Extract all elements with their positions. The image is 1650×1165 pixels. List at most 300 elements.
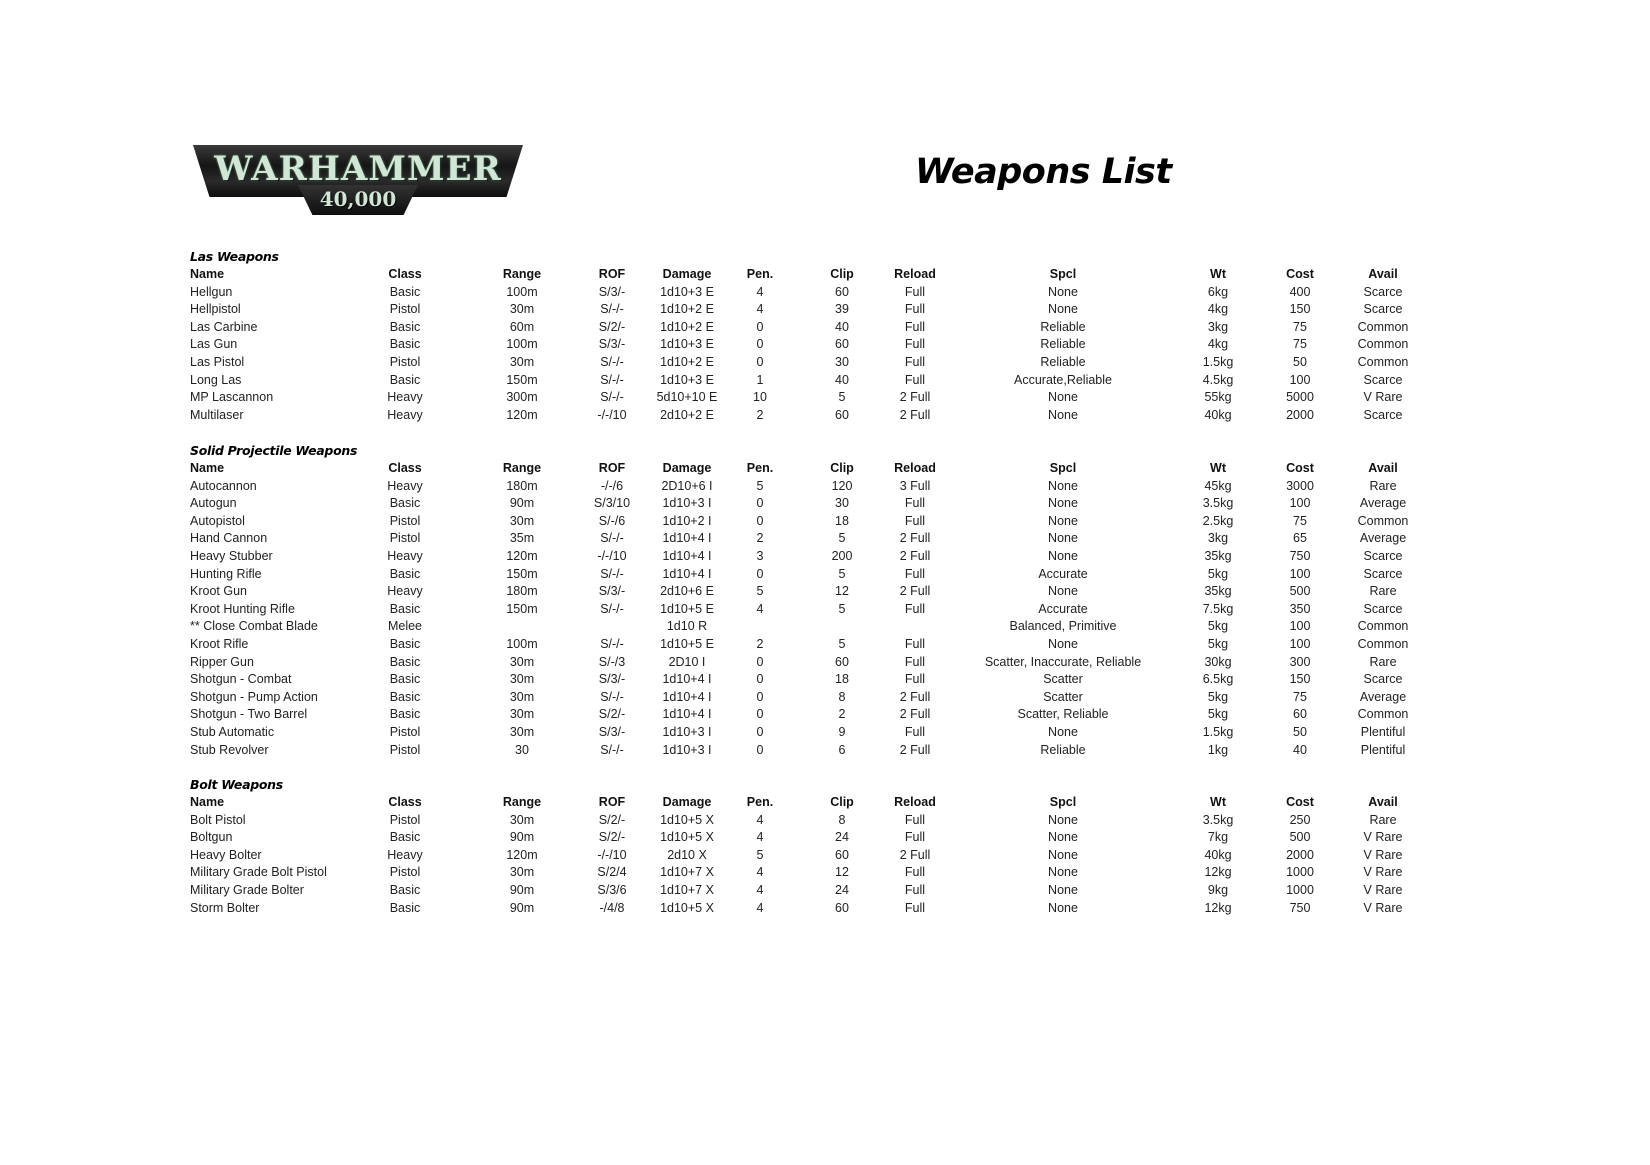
table-cell: 3kg [1207, 319, 1229, 334]
table-cell: 1d10+3 I [662, 742, 712, 757]
table-cell: Hand Cannon [190, 531, 268, 546]
section-solid-projectile-weapons [190, 442, 1450, 759]
table-cell: 5 [838, 636, 846, 651]
table-row [190, 319, 1450, 337]
table-row [190, 478, 1450, 496]
table-cell: 24 [835, 830, 849, 845]
table-cell: 1d10+3 E [660, 372, 714, 387]
table-cell: 60 [835, 337, 849, 352]
table-cell: Full [904, 566, 926, 581]
table-cell: 4 [756, 882, 764, 897]
table-cell: Pistol [389, 812, 421, 827]
table-cell: 0 [756, 319, 764, 334]
table-cell: 5kg [1207, 636, 1229, 651]
table-cell: S/2/- [598, 319, 626, 334]
column-header: Spcl [1049, 461, 1077, 475]
table-cell: 35kg [1204, 584, 1232, 599]
table-cell: 2D10 I [668, 654, 706, 669]
page-title: Weapons List [915, 152, 1172, 192]
table-cell: Storm Bolter [190, 900, 260, 915]
column-header: ROF [598, 267, 626, 281]
table-cell: Full [904, 830, 926, 845]
table-cell: Reliable [1040, 354, 1086, 369]
table-cell: 90m [509, 900, 535, 915]
table-cell: 1000 [1286, 882, 1314, 897]
table-cell: 8 [838, 812, 846, 827]
table-cell: -/-/6 [600, 478, 624, 493]
table-row [190, 636, 1450, 654]
table-cell: S/3/- [598, 584, 626, 599]
table-cell: None [1048, 900, 1078, 915]
table-cell: 1d10+4 I [662, 548, 712, 563]
section-bolt-weapons [190, 776, 1450, 917]
table-cell: Ripper Gun [190, 654, 254, 669]
table-cell: 1kg [1207, 742, 1229, 757]
table-row [190, 900, 1450, 918]
table-cell: S/2/- [598, 707, 626, 722]
table-cell: Basic [389, 672, 421, 687]
table-cell: Full [904, 900, 926, 915]
table-cell: 0 [756, 566, 764, 581]
table-row [190, 618, 1450, 636]
table-cell: 18 [835, 513, 849, 528]
table-cell: 180m [506, 584, 538, 599]
table-cell: Heavy Bolter [190, 847, 262, 862]
table-cell: 1d10+4 I [662, 566, 712, 581]
table-cell: Accurate [1038, 601, 1088, 616]
table-cell: Hellgun [190, 284, 233, 299]
table-cell: 75 [1293, 319, 1307, 334]
table-cell: S/2/4 [597, 865, 627, 880]
table-cell: 2 [756, 531, 764, 546]
column-header: Class [388, 795, 422, 809]
column-header: Range [502, 461, 542, 475]
table-row [190, 742, 1450, 760]
table-cell: Full [904, 496, 926, 511]
table-cell: 30m [509, 865, 535, 880]
table-cell: Kroot Rifle [190, 636, 249, 651]
table-cell: None [1048, 830, 1078, 845]
table-cell: 750 [1289, 548, 1311, 563]
table-cell: 60 [835, 654, 849, 669]
section-title: Solid Projectile Weapons [190, 443, 358, 458]
table-cell: None [1048, 882, 1078, 897]
table-cell: Military Grade Bolter [190, 882, 304, 897]
table-cell: 2000 [1286, 847, 1314, 862]
table-cell: Accurate [1038, 566, 1088, 581]
table-cell: 5 [838, 531, 846, 546]
table-cell: 1d10+4 I [662, 707, 712, 722]
table-cell: 18 [835, 672, 849, 687]
table-cell: 100m [506, 636, 538, 651]
table-row [190, 284, 1450, 302]
table-cell: Reliable [1040, 319, 1086, 334]
table-cell: 4 [756, 830, 764, 845]
table-cell: 1d10+3 I [662, 724, 712, 739]
table-cell: 60 [835, 847, 849, 862]
table-cell: S/-/6 [598, 513, 626, 528]
table-cell: Basic [389, 284, 421, 299]
table-cell: Full [904, 337, 926, 352]
table-cell: 50 [1293, 354, 1307, 369]
table-cell: 1d10+7 X [660, 882, 714, 897]
table-cell: 12kg [1204, 900, 1232, 915]
table-cell: 90m [509, 830, 535, 845]
table-cell: 12kg [1204, 865, 1232, 880]
table-cell: 30m [509, 513, 535, 528]
table-cell: V Rare [1363, 882, 1403, 897]
table-cell [487, 618, 557, 636]
table-cell: Pistol [389, 531, 421, 546]
table-cell: 400 [1289, 284, 1311, 299]
table-header-row [190, 460, 1450, 478]
table-cell: 5 [756, 584, 764, 599]
table-cell: Hunting Rifle [190, 566, 262, 581]
table-cell: 5000 [1286, 390, 1314, 405]
table-cell: None [1048, 407, 1078, 422]
column-header: Cost [1286, 795, 1314, 809]
table-cell: 2 [838, 707, 846, 722]
table-cell: 30 [835, 496, 849, 511]
table-row [190, 336, 1450, 354]
table-row [190, 495, 1450, 513]
table-cell: Heavy [387, 584, 423, 599]
table-cell: 30 [835, 354, 849, 369]
table-cell: 2 Full [899, 390, 931, 405]
table-cell: S/-/- [600, 531, 624, 546]
column-header: Clip [830, 461, 854, 475]
table-cell: 1d10+5 E [660, 601, 714, 616]
table-cell: 5kg [1207, 566, 1229, 581]
table-cell: 35kg [1204, 548, 1232, 563]
table-row [190, 882, 1450, 900]
table-cell: 2 Full [899, 847, 931, 862]
table-cell: 0 [756, 354, 764, 369]
table-cell: Full [904, 513, 926, 528]
table-cell: Boltgun [190, 830, 233, 845]
table-row [190, 864, 1450, 882]
table-cell: MP Lascannon [190, 390, 274, 405]
table-cell: S/3/- [598, 724, 626, 739]
table-cell: 1d10+3 E [660, 284, 714, 299]
table-cell: 30 [515, 742, 529, 757]
column-header: Name [190, 267, 225, 281]
table-cell: 30m [509, 302, 535, 317]
table-cell: Stub Automatic [190, 724, 275, 739]
table-row [190, 829, 1450, 847]
column-header: Reload [894, 461, 936, 475]
table-cell: 4 [756, 865, 764, 880]
table-cell: 39 [835, 302, 849, 317]
table-cell: Autogun [190, 496, 237, 511]
column-header: Class [388, 267, 422, 281]
table-row [190, 601, 1450, 619]
table-cell: 1d10+2 I [662, 513, 712, 528]
column-header: Avail [1368, 267, 1398, 281]
table-cell: Hellpistol [190, 302, 241, 317]
table-cell: 3000 [1286, 478, 1314, 493]
table-cell: S/-/- [600, 566, 624, 581]
table-cell: 8 [838, 689, 846, 704]
table-cell: 100 [1289, 372, 1311, 387]
table-cell: 1d10+4 I [662, 689, 712, 704]
table-cell: 1d10+4 I [662, 531, 712, 546]
table-cell: 0 [756, 724, 764, 739]
table-cell: Rare [1369, 812, 1397, 827]
table-cell: Reliable [1040, 742, 1086, 757]
column-header: Name [190, 461, 225, 475]
table-cell: 150m [506, 566, 538, 581]
table-cell: 4 [756, 284, 764, 299]
table-cell: 200 [831, 548, 853, 563]
table-cell: Basic [389, 882, 421, 897]
table-cell: 300m [506, 390, 538, 405]
table-cell: Scarce [1363, 372, 1403, 387]
table-cell: -/-/10 [597, 407, 627, 422]
table-cell: S/-/3 [598, 654, 626, 669]
table-cell: Full [904, 654, 926, 669]
column-header: Damage [662, 795, 712, 809]
table-cell: S/3/- [598, 284, 626, 299]
table-cell: S/3/- [598, 337, 626, 352]
table-header-row [190, 794, 1450, 812]
table-row [190, 530, 1450, 548]
table-row [190, 671, 1450, 689]
table-cell: Military Grade Bolt Pistol [190, 865, 327, 880]
table-cell: 3 Full [899, 478, 931, 493]
table-cell: Balanced, Primitive [1009, 619, 1117, 634]
table-cell: Average [1359, 531, 1407, 546]
table-cell: Multilaser [190, 407, 244, 422]
table-cell: Basic [389, 337, 421, 352]
table-cell: 3.5kg [1202, 496, 1234, 511]
table-cell: Heavy [387, 847, 423, 862]
table-row [190, 548, 1450, 566]
table-row [190, 566, 1450, 584]
table-cell: 0 [756, 742, 764, 757]
table-cell: 1 [756, 372, 764, 387]
table-cell: 500 [1289, 830, 1311, 845]
table-cell: Full [904, 865, 926, 880]
table-cell: Basic [389, 689, 421, 704]
table-cell: 5 [838, 390, 846, 405]
table-row [190, 389, 1450, 407]
table-cell: 2d10+2 E [660, 407, 714, 422]
table-cell: Rare [1369, 584, 1397, 599]
table-cell: Average [1359, 689, 1407, 704]
table-cell: 3.5kg [1202, 812, 1234, 827]
table-cell: 90m [509, 496, 535, 511]
warhammer-40k-logo [193, 137, 523, 219]
table-cell: Scarce [1363, 407, 1403, 422]
table-row [190, 513, 1450, 531]
table-cell: 120m [506, 847, 538, 862]
table-cell: Basic [389, 654, 421, 669]
table-cell: 100 [1289, 496, 1311, 511]
table-cell: Basic [389, 900, 421, 915]
table-cell: Scarce [1363, 548, 1403, 563]
table-cell: 30m [509, 707, 535, 722]
table-cell: None [1048, 584, 1078, 599]
table-cell: 2.5kg [1202, 513, 1234, 528]
table-cell: S/3/10 [593, 496, 631, 511]
table-cell: S/-/- [600, 354, 624, 369]
table-cell: 1d10+5 X [660, 830, 714, 845]
table-cell: S/-/- [600, 742, 624, 757]
table-cell: Full [904, 724, 926, 739]
table-cell: 4 [756, 601, 764, 616]
table-cell: V Rare [1363, 865, 1403, 880]
table-cell: 0 [756, 654, 764, 669]
table-cell: Scatter, Inaccurate, Reliable [984, 654, 1142, 669]
table-cell: V Rare [1363, 390, 1403, 405]
table-cell: 4kg [1207, 337, 1229, 352]
table-cell: 2 Full [899, 531, 931, 546]
table-cell: Basic [389, 566, 421, 581]
table-cell: 60 [835, 407, 849, 422]
column-header: Clip [830, 267, 854, 281]
table-cell: 12 [835, 584, 849, 599]
column-header: Cost [1286, 461, 1314, 475]
table-cell: 7kg [1207, 830, 1229, 845]
table-cell: Basic [389, 636, 421, 651]
table-cell: 3kg [1207, 531, 1229, 546]
column-header: Wt [1210, 795, 1226, 809]
table-row [190, 812, 1450, 830]
table-cell: 60 [1293, 707, 1307, 722]
table-cell: S/2/- [598, 830, 626, 845]
table-cell: 10 [753, 390, 767, 405]
table-cell: Scarce [1363, 601, 1403, 616]
table-cell: Melee [387, 619, 423, 634]
table-cell: 0 [756, 689, 764, 704]
table-cell: 100 [1289, 619, 1311, 634]
table-cell: Full [904, 601, 926, 616]
table-cell: S/-/- [600, 689, 624, 704]
column-header: Range [502, 795, 542, 809]
column-header: Cost [1286, 267, 1314, 281]
table-cell: 5d10+10 E [656, 390, 718, 405]
table-cell: Pistol [389, 302, 421, 317]
table-cell: 250 [1289, 812, 1311, 827]
table-cell: 75 [1293, 689, 1307, 704]
column-header: Avail [1368, 795, 1398, 809]
column-header: Pen. [746, 461, 774, 475]
table-cell: 5kg [1207, 619, 1229, 634]
table-cell: Plentiful [1360, 724, 1406, 739]
table-cell: 2d10+6 E [660, 584, 714, 599]
column-header: Pen. [746, 795, 774, 809]
section-title: Las Weapons [190, 249, 279, 264]
table-cell: 75 [1293, 513, 1307, 528]
table-cell: Shotgun - Combat [190, 672, 292, 687]
table-cell: 1d10 R [666, 619, 708, 634]
table-cell: None [1048, 812, 1078, 827]
table-cell: 30kg [1204, 654, 1232, 669]
table-cell: 180m [506, 478, 538, 493]
logo-sub-text: 40,000 [319, 187, 397, 211]
table-cell: Full [904, 284, 926, 299]
table-cell: Bolt Pistol [190, 812, 246, 827]
table-cell [582, 618, 642, 636]
table-cell: 2 [756, 407, 764, 422]
table-cell: Pistol [389, 742, 421, 757]
table-row [190, 301, 1450, 319]
table-cell: 6kg [1207, 284, 1229, 299]
table-cell: 60 [835, 284, 849, 299]
column-header: Class [388, 461, 422, 475]
column-header: Clip [830, 795, 854, 809]
table-cell: Full [904, 354, 926, 369]
table-cell: None [1048, 724, 1078, 739]
table-row [190, 847, 1450, 865]
table-cell: Scarce [1363, 284, 1403, 299]
table-row [190, 654, 1450, 672]
table-cell: S/3/- [598, 672, 626, 687]
table-cell: 1d10+5 X [660, 812, 714, 827]
table-cell: Common [1357, 319, 1409, 334]
table-cell: Scatter [1043, 689, 1083, 704]
table-cell: None [1048, 548, 1078, 563]
table-cell: 4kg [1207, 302, 1229, 317]
section-las-weapons [190, 248, 1450, 424]
table-cell: 3 [756, 548, 764, 563]
table-cell: None [1048, 390, 1078, 405]
table-cell: 9 [838, 724, 846, 739]
table-cell: Basic [389, 496, 421, 511]
column-header: Wt [1210, 461, 1226, 475]
table-cell: Full [904, 319, 926, 334]
table-header-row [190, 266, 1450, 284]
table-cell: 65 [1293, 531, 1307, 546]
table-row [190, 689, 1450, 707]
table-cell: Autocannon [190, 478, 257, 493]
table-cell: Las Gun [190, 337, 238, 352]
table-row [190, 724, 1450, 742]
table-row [190, 372, 1450, 390]
table-cell: 7.5kg [1202, 601, 1234, 616]
table-cell: 2 Full [899, 707, 931, 722]
table-cell: Full [904, 672, 926, 687]
column-header: Spcl [1049, 795, 1077, 809]
table-cell: Autopistol [190, 513, 245, 528]
table-cell: Pistol [389, 724, 421, 739]
table-cell: 2 Full [899, 584, 931, 599]
table-cell: 2 Full [899, 407, 931, 422]
table-cell: Scatter, Reliable [1017, 707, 1109, 722]
table-cell: Full [904, 636, 926, 651]
table-cell: Common [1357, 636, 1409, 651]
table-cell: None [1048, 513, 1078, 528]
table-cell: V Rare [1363, 830, 1403, 845]
table-cell: Heavy Stubber [190, 548, 273, 563]
table-cell: 150 [1289, 302, 1311, 317]
table-cell: 2 Full [899, 742, 931, 757]
table-cell: Kroot Hunting Rifle [190, 601, 295, 616]
table-cell: 300 [1289, 654, 1311, 669]
table-cell: Shotgun - Pump Action [190, 689, 318, 704]
table-cell: 5 [838, 566, 846, 581]
table-cell: V Rare [1363, 847, 1403, 862]
table-cell: Heavy [387, 478, 423, 493]
table-cell: Basic [389, 830, 421, 845]
table-cell: None [1048, 284, 1078, 299]
table-cell: Heavy [387, 390, 423, 405]
table-cell: Kroot Gun [190, 584, 247, 599]
table-cell: 350 [1289, 601, 1311, 616]
table-cell: Scatter [1043, 672, 1083, 687]
column-header: Range [502, 267, 542, 281]
